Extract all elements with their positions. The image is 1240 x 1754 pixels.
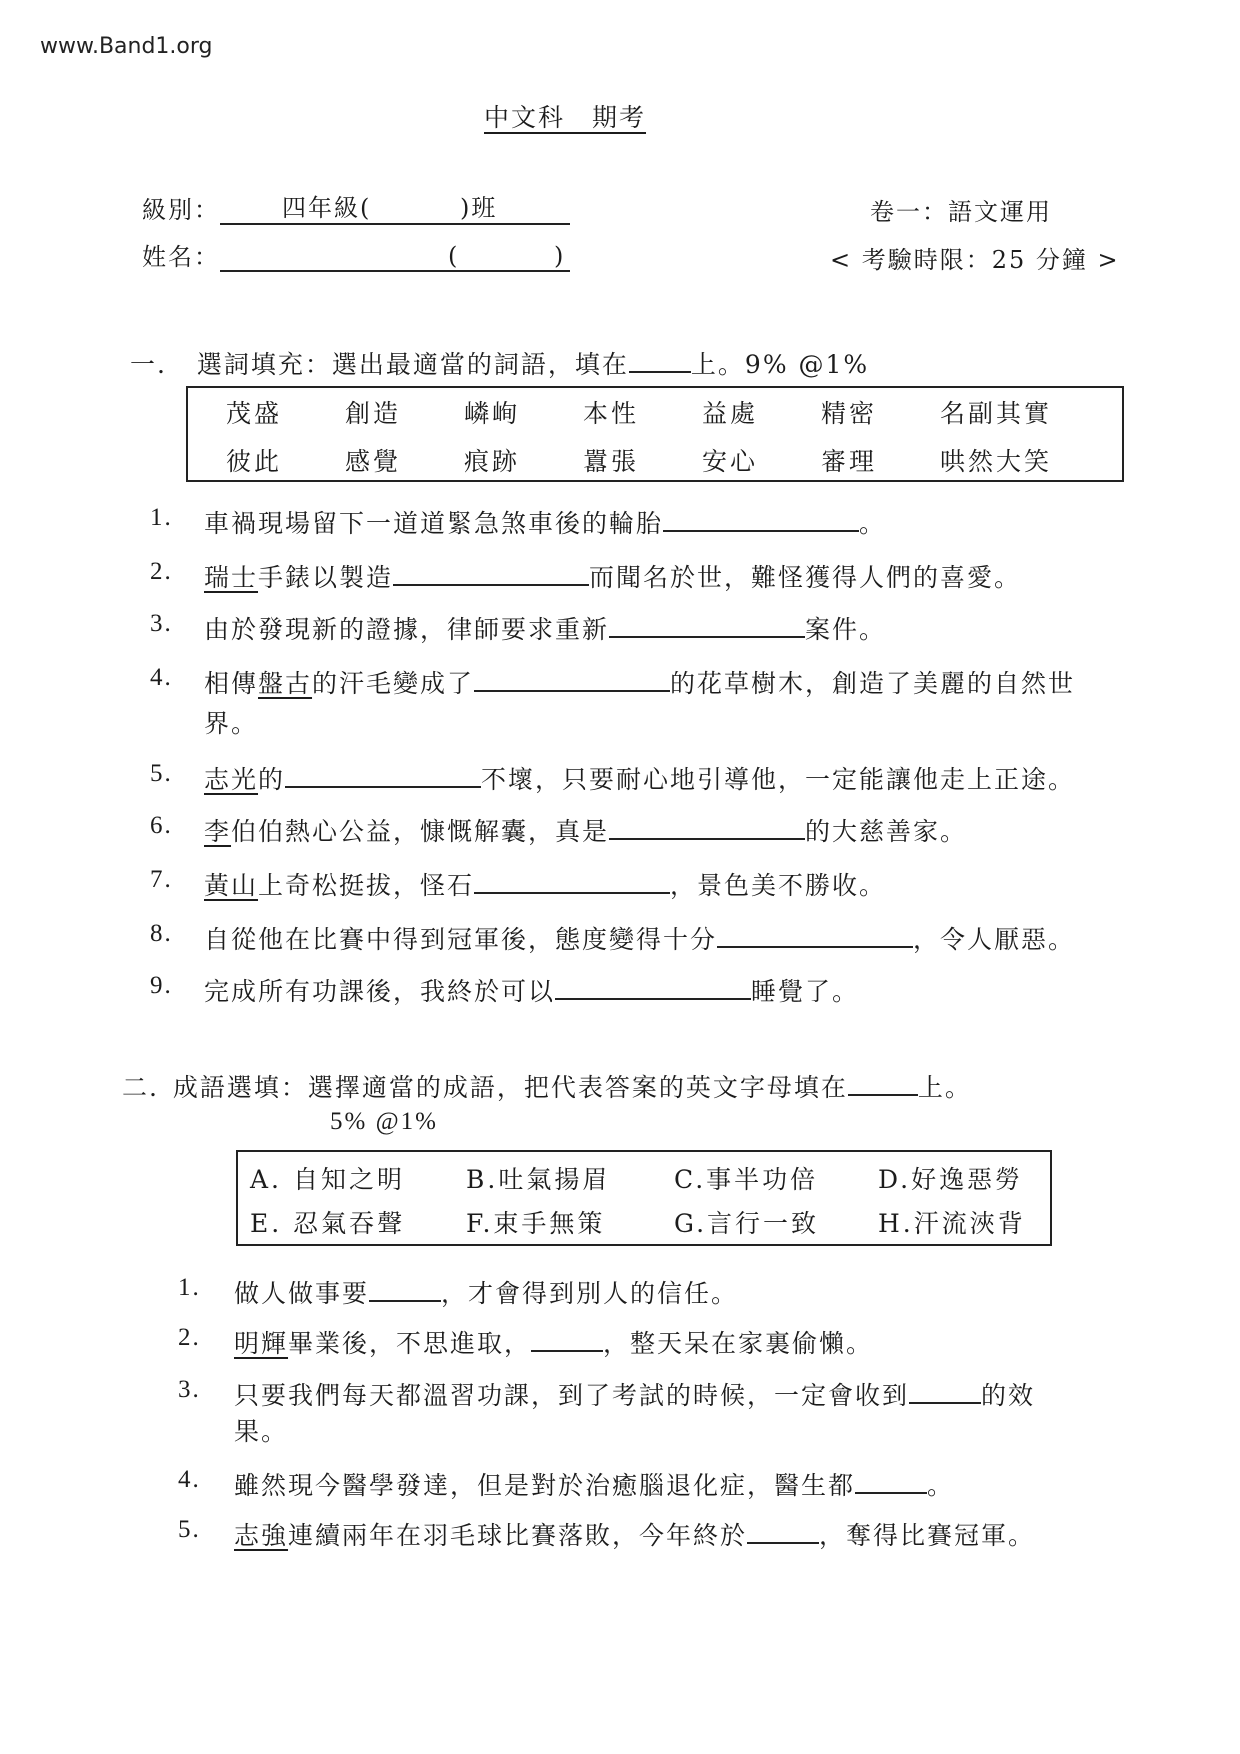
grade-value-b: )班 (460, 194, 498, 222)
question-text: 。 (927, 1471, 955, 1500)
word-bank-item: 囂張 (583, 447, 640, 476)
question-text: 做人做事要 (234, 1279, 370, 1308)
question-text: 自從他在比賽中得到冠軍後，態度變得十分 (204, 925, 718, 954)
proper-noun: 黃山 (204, 871, 259, 900)
grade-value-a: 四年級( (282, 194, 372, 222)
question-text: 的 (258, 765, 286, 794)
grade-label: 級別： (142, 196, 220, 224)
question-number: 3. (150, 610, 173, 637)
question-text: 案件。 (805, 615, 887, 644)
question-number: 1. (178, 1274, 201, 1301)
answer-blank[interactable] (717, 924, 913, 948)
question-text: 的汗毛變成了 (312, 669, 475, 698)
word-bank-item: 益處 (702, 399, 759, 428)
word-bank-item: 哄然大笑 (940, 447, 1053, 476)
section2-heading-b: 上。 (917, 1073, 972, 1102)
question-number: 2. (178, 1324, 201, 1351)
answer-blank[interactable] (747, 1520, 819, 1544)
answer-blank[interactable] (855, 1470, 927, 1494)
name-label: 姓名： (142, 243, 220, 271)
question-number: 2. (150, 558, 173, 585)
question-text: 睡覺了。 (751, 977, 860, 1006)
question-text: 的花草樹木，創造了美麗的自然世 (670, 669, 1076, 698)
question-text: 不壞，只要耐心地引導他，一定能讓他走上正途。 (481, 765, 1076, 794)
paren-close: ) (554, 242, 566, 270)
site-url: www.Band1.org (40, 34, 213, 59)
paren-open: ( (448, 242, 460, 270)
word-bank-item: 精密 (821, 399, 878, 428)
answer-blank[interactable] (474, 668, 670, 692)
idiom-option: H.汗流浹背 (878, 1209, 1026, 1238)
question-text: 完成所有功課後，我終於可以 (204, 977, 556, 1006)
answer-blank[interactable] (555, 976, 751, 1000)
s2-question-3-continued: 果。 (234, 1417, 289, 1446)
question-number: 5. (150, 760, 173, 787)
word-bank-item: 嶙峋 (464, 399, 521, 428)
word-bank-item: 安心 (702, 447, 759, 476)
page-title: 中文科 期考 (484, 103, 647, 132)
question-text: 而聞名於世，難怪獲得人們的喜愛。 (589, 563, 1022, 592)
section2-heading (122, 1068, 972, 1104)
s1-question-4-continued: 界。 (204, 709, 259, 738)
question-text: ，才會得到別人的信任。 (441, 1279, 739, 1308)
question-text: 手錶以製造 (258, 563, 394, 592)
word-bank-item: 痕跡 (464, 447, 521, 476)
section1-heading-a: 選詞填充：選出最適當的詞語，填在 (196, 350, 629, 379)
section1-heading-blank (629, 349, 691, 373)
name-row (142, 237, 570, 272)
answer-blank[interactable] (909, 1380, 981, 1404)
question-number: 3. (178, 1376, 201, 1403)
question-text: 上奇松挺拔，怪石 (258, 871, 475, 900)
idiom-options-box (236, 1150, 1052, 1246)
question-text: 畢業後，不思進取， (288, 1329, 532, 1358)
word-bank-item: 感覺 (345, 447, 402, 476)
question-text: 相傳 (204, 669, 259, 698)
proper-noun: 明輝 (234, 1329, 289, 1358)
word-bank-item: 名副其實 (940, 399, 1053, 428)
question-number: 4. (178, 1466, 201, 1493)
word-bank-item: 茂盛 (226, 399, 283, 428)
question-number: 6. (150, 812, 173, 839)
section1-number: 一. (130, 350, 167, 379)
proper-noun: 志光 (204, 765, 259, 794)
question-number: 8. (150, 920, 173, 947)
answer-blank[interactable] (369, 1278, 441, 1302)
name-field[interactable] (220, 244, 570, 272)
idiom-option: A. 自知之明 (250, 1165, 405, 1194)
question-number: 9. (150, 972, 173, 999)
question-text: 只要我們每天都溫習功課，到了考試的時候，一定會收到 (234, 1381, 910, 1410)
answer-blank[interactable] (474, 870, 670, 894)
question-text: ，景色美不勝收。 (670, 871, 887, 900)
answer-blank[interactable] (531, 1328, 603, 1352)
question-text: 伯伯熱心公益，慷慨解囊，真是 (231, 817, 610, 846)
grade-field[interactable] (220, 194, 570, 225)
time-limit: < 考驗時限：25 分鐘 > (830, 246, 1120, 274)
question-number: 5. (178, 1516, 201, 1543)
paper-label: 卷一：語文運用 (870, 198, 1052, 226)
idiom-option: G.言行一致 (674, 1209, 820, 1238)
question-number: 7. (150, 866, 173, 893)
word-bank-item: 本性 (583, 399, 640, 428)
question-text: ，奪得比賽冠軍。 (819, 1521, 1036, 1550)
answer-blank[interactable] (393, 562, 589, 586)
answer-blank[interactable] (609, 816, 805, 840)
question-text: 車禍現場留下一道道緊急煞車後的輪胎 (204, 509, 664, 538)
word-bank-item: 審理 (821, 447, 878, 476)
question-text: 連續兩年在羽毛球比賽落敗，今年終於 (288, 1521, 748, 1550)
answer-blank[interactable] (609, 614, 805, 638)
answer-blank[interactable] (285, 764, 481, 788)
question-text: 由於發現新的證據，律師要求重新 (204, 615, 610, 644)
idiom-option: C.事半功倍 (674, 1165, 819, 1194)
question-text: ，令人厭惡。 (913, 925, 1076, 954)
answer-blank[interactable] (663, 508, 859, 532)
proper-noun: 李 (204, 817, 232, 846)
section1-heading-b: 上。9% @1% (690, 350, 870, 379)
section2-heading-blank (848, 1072, 918, 1096)
question-text: 的大慈善家。 (805, 817, 968, 846)
word-bank-item: 創造 (345, 399, 402, 428)
grade-row (142, 190, 570, 225)
proper-noun: 志強 (234, 1521, 289, 1550)
section1-heading (130, 345, 869, 381)
word-bank-item: 彼此 (226, 447, 283, 476)
proper-noun: 瑞士 (204, 563, 259, 592)
section2-heading-a: 成語選填：選擇適當的成語，把代表答案的英文字母填在 (172, 1073, 848, 1102)
question-text: 。 (859, 509, 887, 538)
question-number: 4. (150, 664, 173, 691)
idiom-option: F.束手無策 (466, 1209, 606, 1238)
question-text: 的效 (981, 1381, 1036, 1410)
question-number: 1. (150, 504, 173, 531)
question-text: ，整天呆在家裏偷懶。 (603, 1329, 874, 1358)
idiom-option: D.好逸惡勞 (878, 1165, 1024, 1194)
question-text: 雖然現今醫學發達，但是對於治癒腦退化症，醫生都 (234, 1471, 856, 1500)
idiom-option: E. 忍氣吞聲 (250, 1209, 406, 1238)
word-bank-box (186, 386, 1124, 482)
section2-marks: 5% @1% (330, 1108, 438, 1135)
section2-number: 二. (122, 1073, 159, 1102)
proper-noun: 盤古 (258, 669, 313, 698)
idiom-option: B.吐氣揚眉 (466, 1165, 611, 1194)
